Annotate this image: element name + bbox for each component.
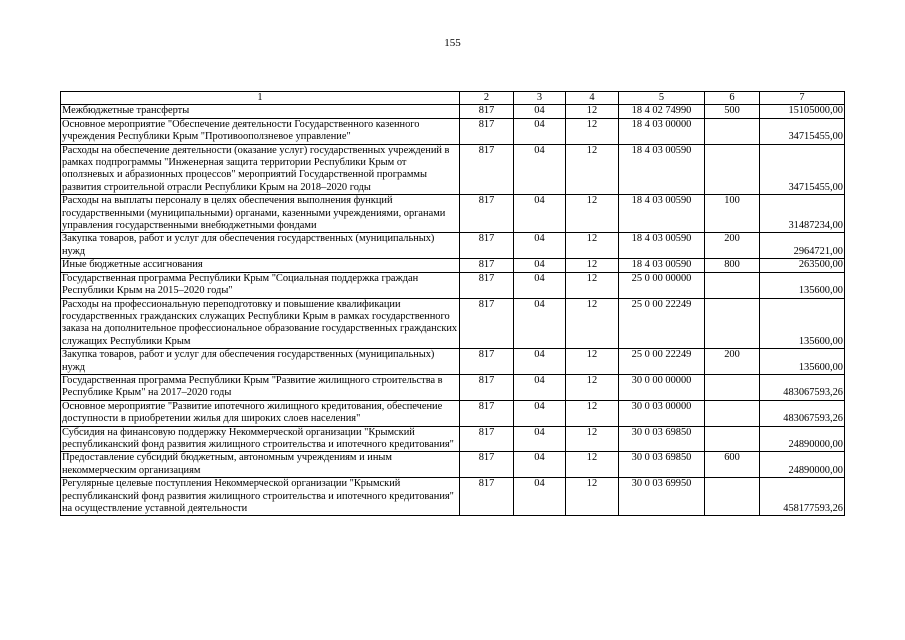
row-code-4: 12 [566,478,619,516]
row-code-5: 25 0 00 00000 [619,272,705,298]
row-description: Субсидия на финансовую поддержку Некоммерческой организации "Крымский республиканский фонд развития жилищного строительства и ипотечного кредитования" [61,426,460,452]
row-code-4: 12 [566,144,619,195]
row-description: Закупка товаров, работ и услуг для обеспечения государственных (муниципальных) нужд [61,349,460,375]
row-code-3: 04 [514,452,566,478]
table-header-row [61,92,845,105]
row-code-3: 04 [514,272,566,298]
row-code-6 [705,144,760,195]
row-description: Закупка товаров, работ и услуг для обеспечения государственных (муниципальных) нужд [61,233,460,259]
row-code-3: 04 [514,233,566,259]
row-amount: 135600,00 [760,349,845,375]
table-row [61,259,845,272]
table-row [61,400,845,426]
row-code-6: 600 [705,452,760,478]
row-code-3: 04 [514,195,566,233]
table-row [61,144,845,195]
row-amount: 24890000,00 [760,426,845,452]
table-row [61,195,845,233]
row-code-5: 18 4 03 00590 [619,259,705,272]
header-cell: 4 [566,92,619,105]
row-code-5: 30 0 00 00000 [619,374,705,400]
row-code-4: 12 [566,426,619,452]
row-code-6 [705,272,760,298]
row-code-5: 18 4 03 00590 [619,233,705,259]
row-code-3: 04 [514,349,566,375]
row-code-2: 817 [460,259,514,272]
row-code-3: 04 [514,105,566,118]
row-code-3: 04 [514,118,566,144]
page-number: 155 [444,37,461,49]
row-code-2: 817 [460,374,514,400]
row-amount: 24890000,00 [760,452,845,478]
header-cell: 2 [460,92,514,105]
row-amount: 31487234,00 [760,195,845,233]
row-amount: 263500,00 [760,259,845,272]
row-amount: 135600,00 [760,298,845,349]
row-code-6: 200 [705,349,760,375]
row-code-4: 12 [566,452,619,478]
row-code-3: 04 [514,298,566,349]
row-code-2: 817 [460,426,514,452]
row-code-2: 817 [460,118,514,144]
row-code-2: 817 [460,400,514,426]
row-code-6 [705,118,760,144]
row-code-3: 04 [514,259,566,272]
row-code-6: 500 [705,105,760,118]
row-code-6 [705,374,760,400]
row-code-3: 04 [514,374,566,400]
row-description: Государственная программа Республики Крым "Социальная поддержка граждан Республики Крым на 2015–2020 годы" [61,272,460,298]
row-description: Расходы на выплаты персоналу в целях обеспечения выполнения функций государственными (муниципальными) органами, казенными учреждениями, органами управления государственными внебюджетными фондами [61,195,460,233]
row-code-2: 817 [460,144,514,195]
row-code-5: 18 4 02 74990 [619,105,705,118]
row-code-5: 18 4 03 00000 [619,118,705,144]
row-code-2: 817 [460,349,514,375]
row-description: Иные бюджетные ассигнования [61,259,460,272]
header-cell: 7 [760,92,845,105]
table-row [61,478,845,516]
row-amount: 34715455,00 [760,118,845,144]
table-row [61,374,845,400]
row-amount: 483067593,26 [760,374,845,400]
row-code-2: 817 [460,478,514,516]
row-code-5: 30 0 03 00000 [619,400,705,426]
row-code-4: 12 [566,349,619,375]
row-code-5: 18 4 03 00590 [619,195,705,233]
row-description: Межбюджетные трансферты [61,105,460,118]
table-row [61,298,845,349]
table-row [61,233,845,259]
row-code-3: 04 [514,426,566,452]
table-row [61,118,845,144]
row-amount: 135600,00 [760,272,845,298]
row-code-6 [705,400,760,426]
row-code-2: 817 [460,105,514,118]
row-code-5: 30 0 03 69950 [619,478,705,516]
header-cell: 5 [619,92,705,105]
row-code-4: 12 [566,298,619,349]
row-code-6: 200 [705,233,760,259]
row-code-6 [705,298,760,349]
row-code-2: 817 [460,298,514,349]
row-description: Расходы на профессиональную переподготовку и повышение квалификации государственных гражданских служащих Республики Крым в рамках государственного заказа на дополнительное профессиональное образование государственных гражданских служащих Республики Крым [61,298,460,349]
row-code-5: 30 0 03 69850 [619,426,705,452]
row-code-4: 12 [566,400,619,426]
table-row [61,105,845,118]
row-code-5: 30 0 03 69850 [619,452,705,478]
row-code-3: 04 [514,144,566,195]
row-code-3: 04 [514,478,566,516]
table-row [61,426,845,452]
row-code-5: 25 0 00 22249 [619,349,705,375]
row-code-4: 12 [566,272,619,298]
row-code-5: 18 4 03 00590 [619,144,705,195]
table-row [61,272,845,298]
row-code-4: 12 [566,374,619,400]
table-row [61,349,845,375]
row-code-5: 25 0 00 22249 [619,298,705,349]
row-code-6 [705,478,760,516]
row-description: Основное мероприятие "Обеспечение деятельности Государственного казенного учреждения Республики Крым "Противооползневое управление" [61,118,460,144]
row-amount: 15105000,00 [760,105,845,118]
header-cell: 3 [514,92,566,105]
row-description: Основное мероприятие "Развитие ипотечного жилищного кредитования, обеспечение доступности в приобретении жилья для широких слоев населения" [61,400,460,426]
row-code-3: 04 [514,400,566,426]
budget-table [60,91,845,516]
row-amount: 458177593,26 [760,478,845,516]
row-code-6: 100 [705,195,760,233]
row-code-4: 12 [566,105,619,118]
row-code-2: 817 [460,233,514,259]
row-code-6: 800 [705,259,760,272]
row-description: Регулярные целевые поступления Некоммерческой организации "Крымский республиканский фонд развития жилищного строительства и ипотечного кредитования" на осуществление уставной деятельности [61,478,460,516]
row-amount: 34715455,00 [760,144,845,195]
row-code-4: 12 [566,259,619,272]
row-amount: 2964721,00 [760,233,845,259]
row-code-4: 12 [566,118,619,144]
row-description: Предоставление субсидий бюджетным, автономным учреждениям и иным некоммерческим организациям [61,452,460,478]
row-code-2: 817 [460,195,514,233]
header-cell: 1 [61,92,460,105]
header-cell: 6 [705,92,760,105]
row-description: Государственная программа Республики Крым "Развитие жилищного строительства в Республике Крым" на 2017–2020 годы [61,374,460,400]
row-code-4: 12 [566,233,619,259]
row-code-6 [705,426,760,452]
table-row [61,452,845,478]
row-code-2: 817 [460,452,514,478]
row-code-4: 12 [566,195,619,233]
row-description: Расходы на обеспечение деятельности (оказание услуг) государственных учреждений в рамках подпрограммы "Инженерная защита территории Республики Крым от оползневых и абразионных процессов" мероприятий Государственной программы развития строительной отрасли Республики Крым на 2018–2020 годы [61,144,460,195]
row-code-2: 817 [460,272,514,298]
row-amount: 483067593,26 [760,400,845,426]
